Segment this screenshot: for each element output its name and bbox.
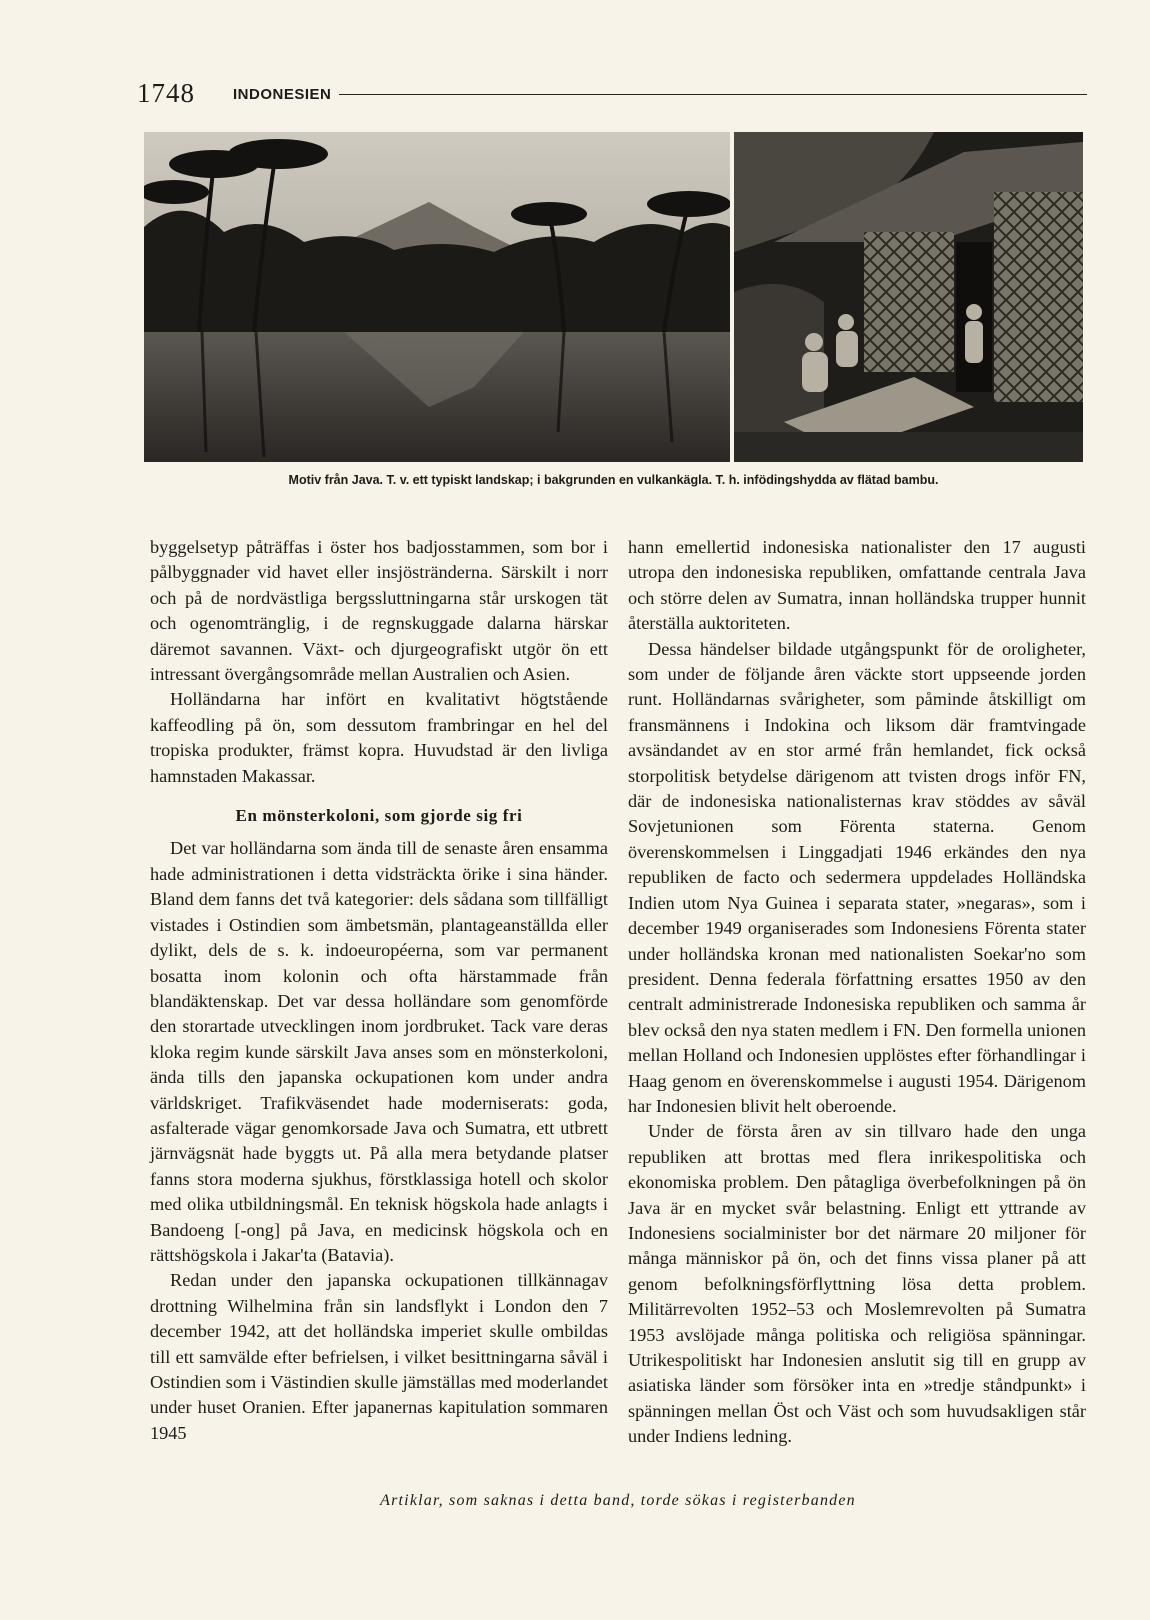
footer-note: Artiklar, som saknas i detta band, torde sökas i registerbanden [380, 1492, 856, 1509]
paragraph: Under de första åren av sin tillvaro hade den unga republiken att brottas med flera inrikespolitiska och ekonomiska problem. Den påtagliga överbefolkningen på ön Java är en mycket svår belastning. Enligt ett yttrande av Indonesiens socialminister bor det närmare 20 miljoner för många människor på ön, och det finns vissa planer på att genom befolkningsförflyttning lösa detta problem. Militärrevolten 1952–53 och Moslemrevolten på Sumatra 1953 avslöjade många politiska och religiösa spänningar. Utrikespolitiskt har Indonesien anslutit sig till en grupp av asiatiska länder som försöker inta en »tredje ståndpunkt» i spänningen mellan Öst och Väst och som huvudsakligen står under Indiens ledning. [628, 1121, 1086, 1447]
right-column [628, 535, 1086, 1450]
paragraph: Holländarna har infört en kvalitativt högtstående kaffeodling på ön, som dessutom frambringar en hel del tropiska produkter, främst kopra. Huvudstad är den livliga hamnstaden Makassar. [150, 689, 608, 786]
photo-caption: Motiv från Java. T. v. ett typiskt landskap; i bakgrunden en vulkankägla. T. h. infödingshydda av flätad bambu. [288, 473, 939, 487]
photo-landscape [144, 132, 730, 462]
paragraph: Redan under den japanska ockupationen tillkännagav drottning Wilhelmina från sin landsflykt i London den 7 december 1942, att det holländska imperiet skulle ombildas till ett samvälde efter befrielsen, i vilket besittningarna såväl i Ostindien som i Västindien skulle jämställas med moderlandet under huset Oranien. Efter japanernas kapitulation sommaren 1945 [150, 1270, 608, 1443]
photo-bamboo-hut [734, 132, 1083, 462]
page-header [137, 78, 1087, 108]
section-title: INDONESIEN [233, 86, 332, 103]
left-column [150, 535, 608, 1446]
header-rule [339, 94, 1087, 95]
paragraph: byggelsetyp påträffas i öster hos badjosstammen, som bor i pålbyggnader vid havet eller insjöstränderna. Särskilt i norr och på de nordvästliga bergssluttningarna står urskogen tät och ogenomtränglig, i de regnskuggade dalarna härskar däremot savannen. Växt- och djurgeografiskt utgör ön ett intressant övergångsområde mellan Australien och Asien. [150, 537, 608, 685]
paragraph: hann emellertid indonesiska nationalister den 17 augusti utropa den indonesiska republiken, omfattande centrala Java och större delen av Sumatra, innan holländska trupper hunnit återställa auktoriteten. [628, 537, 1086, 634]
paragraph: Det var holländarna som ända till de senaste åren ensamma hade administrationen i detta vidsträckta örike i sina händer. Bland dem fanns det två kategorier: dels sådana som tillfälligt vistades i Ostindien som ämbetsmän, plantageanställda eller dylikt, dels de s. k. indoeuropéerna, som var permanent bosatta inom kolonin och ofta härstammade från blandäktenskap. Det var dessa holländare som genomförde den storartade utvecklingen inom jordbruket. Tack vare deras kloka regim kunde särskilt Java anses som en mönsterkoloni, ända tills den japanska ockupationen kom under andra världskriget. Trafikväsendet hade moderniserats: goda, asfalterade vägar genomkorsade Java och Sumatra, ett utbrett järnvägsnät hade byggts ut. På alla mera betydande platser fanns stora moderna sjukhus, förstklassiga hotell och skolor med olika utbildningsmål. En teknisk högskola hade anlagts i Bandoeng [-ong] på Java, en medicinsk högskola och en rättshögskola i Jakar'ta (Batavia). [150, 838, 608, 1265]
paragraph: Dessa händelser bildade utgångspunkt för de oroligheter, som under de följande åren väckte stort uppseende jorden runt. Holländarnas svårigheter, som påminde åtskilligt om fransmännens i Indokina och liksom där framtvingade avsändandet av en stor armé från hemlandet, fick också storpolitisk betydelse därigenom att tvisten drogs inför FN, där de indonesiska nationalisternas krav stöddes av såväl Sovjetunionen som Förenta staterna. Genom överenskommelsen i Linggadjati 1946 erkändes den nya republiken de facto och sedermera uppdelades Holländska Indien utom Nya Guinea i separata stater, »negaras», som i december 1949 organiserades som Indonesiens Förenta stater under holländska kronan med nationalisten Soekar'no som president. Denna federala författning ersattes 1950 av den centralt administrerade Indonesiska republiken och samma år blev också den nya staten medlem i FN. Den formella unionen mellan Holland och Indonesien upplöstes efter förhandlingar i Haag genom en överenskommelse i augusti 1954. Därigenom har Indonesien blivit helt oberoende. [628, 638, 1086, 1116]
hut-illustration [734, 132, 1083, 462]
landscape-illustration [144, 132, 730, 462]
subheading: En mönsterkoloni, som gjorde sig fri [235, 806, 523, 826]
page-number: 1748 [137, 78, 195, 108]
